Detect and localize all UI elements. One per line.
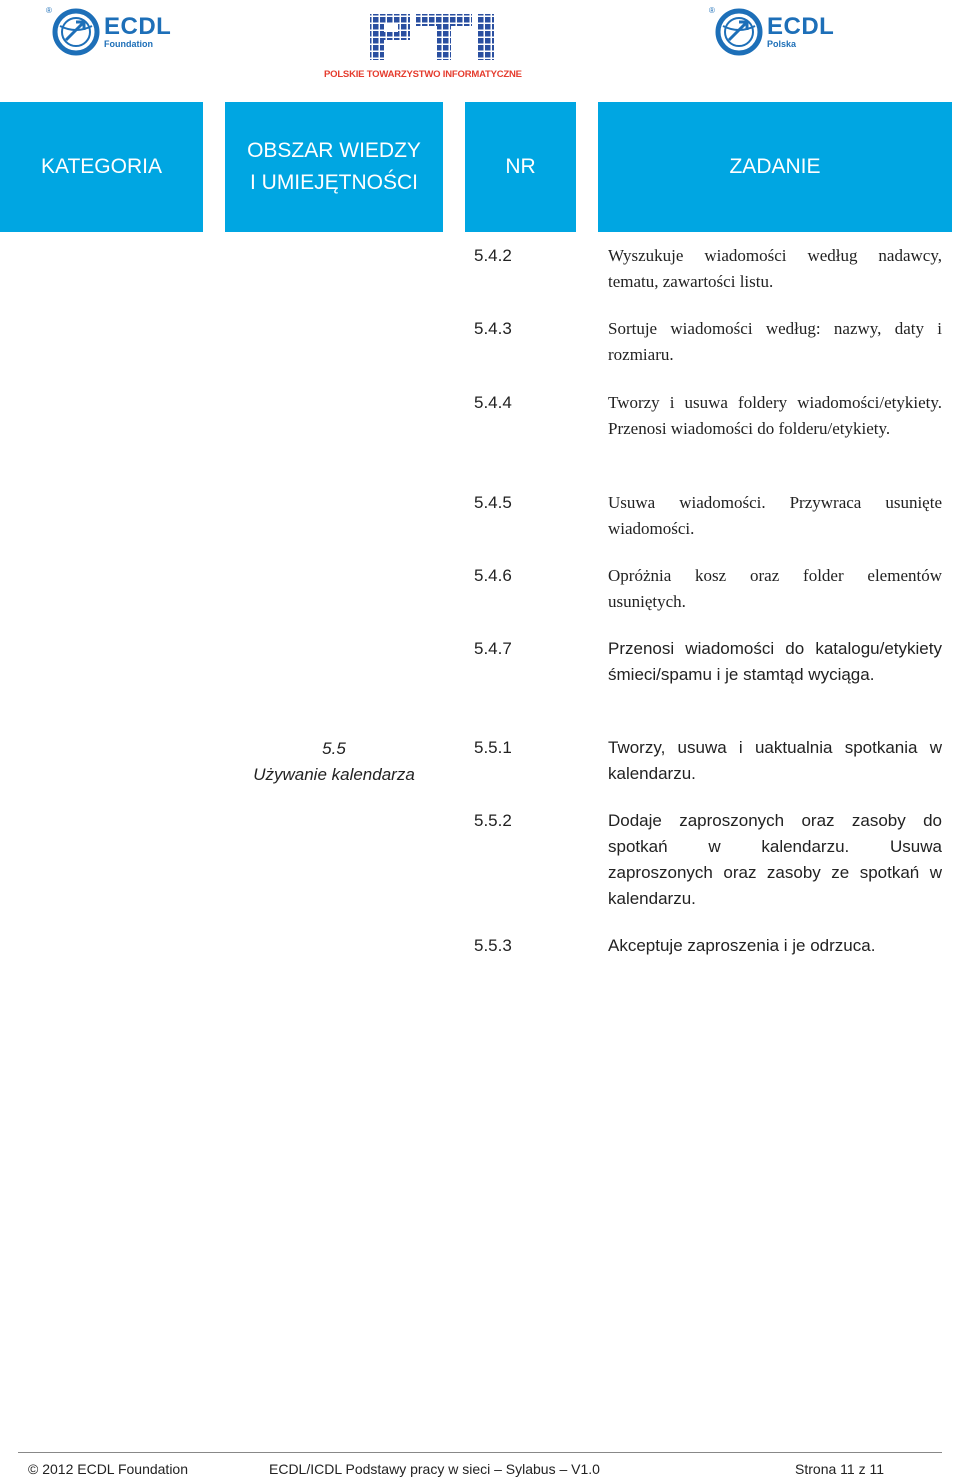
logo-subtitle: Polska — [767, 39, 797, 49]
logo-subtitle: POLSKIE TOWARZYSTWO INFORMATYCZNE — [324, 69, 522, 80]
header-nr: NR — [465, 102, 576, 232]
task-text: Tworzy i usuwa foldery wiadomości/etykiety. Przenosi wiadomości do folderu/etykiety. — [608, 393, 942, 438]
registered-mark: ® — [709, 6, 715, 15]
header-obszar-line1: OBSZAR WIEDZY — [247, 139, 421, 162]
task-number: 5.4.6 — [474, 566, 512, 585]
header-zadanie: ZADANIE — [598, 102, 952, 232]
category-name: Używanie kalendarza — [253, 765, 415, 784]
globe-icon — [715, 8, 763, 56]
task-number: 5.4.7 — [474, 639, 512, 658]
logo-name: ECDL — [104, 13, 172, 40]
header-kategoria: KATEGORIA — [0, 102, 203, 232]
task-number: 5.5.3 — [474, 936, 512, 955]
task-text: Usuwa wiadomości. Przywraca usunięte wiadomości. — [608, 493, 942, 538]
logo-subtitle: Foundation — [104, 39, 153, 49]
pti-logo — [324, 10, 552, 80]
task-text: Wyszukuje wiadomości według nadawcy, tematu, zawartości listu. — [608, 246, 942, 291]
task-text: Tworzy, usuwa i uaktualnia spotkania w kalendarzu. — [608, 738, 942, 783]
task-number: 5.4.3 — [474, 319, 512, 338]
task-text: Sortuje wiadomości według: nazwy, daty i rozmiaru. — [608, 319, 942, 364]
task-number: 5.4.5 — [474, 493, 512, 512]
ecdl-polska-logo — [709, 6, 835, 56]
task-text: Przenosi wiadomości do katalogu/etykiety śmieci/spamu i je stamtąd wyciąga. — [608, 639, 942, 684]
category-number: 5.5 — [322, 739, 346, 758]
footer-page-number: Strona 11 z 11 — [795, 1461, 884, 1477]
globe-icon — [52, 8, 100, 56]
category-label — [225, 736, 443, 788]
registered-mark: ® — [46, 6, 52, 15]
pti-letters-icon — [324, 10, 552, 62]
task-number: 5.5.2 — [474, 811, 512, 830]
task-number: 5.5.1 — [474, 738, 512, 757]
header-obszar — [225, 102, 443, 232]
task-text: Akceptuje zaproszenia i je odrzuca. — [608, 936, 876, 955]
header-obszar-line2: I UMIEJĘTNOŚCI — [249, 171, 418, 194]
task-number: 5.4.2 — [474, 246, 512, 265]
task-number: 5.4.4 — [474, 393, 512, 412]
logo-name: ECDL — [767, 13, 835, 40]
page-footer — [18, 1452, 942, 1480]
ecdl-foundation-logo — [46, 6, 172, 56]
footer-copyright: © 2012 ECDL Foundation — [28, 1461, 189, 1477]
task-text: Dodaje zaproszonych oraz zasoby do spotkań w kalendarzu. Usuwa zaproszonych oraz zasoby ze spotkań w kalendarzu. — [608, 811, 942, 908]
task-text: Opróżnia kosz oraz folder elementów usuniętych. — [608, 566, 942, 611]
footer-title: ECDL/ICDL Podstawy pracy w sieci – Sylabus – V1.0 — [269, 1461, 600, 1477]
